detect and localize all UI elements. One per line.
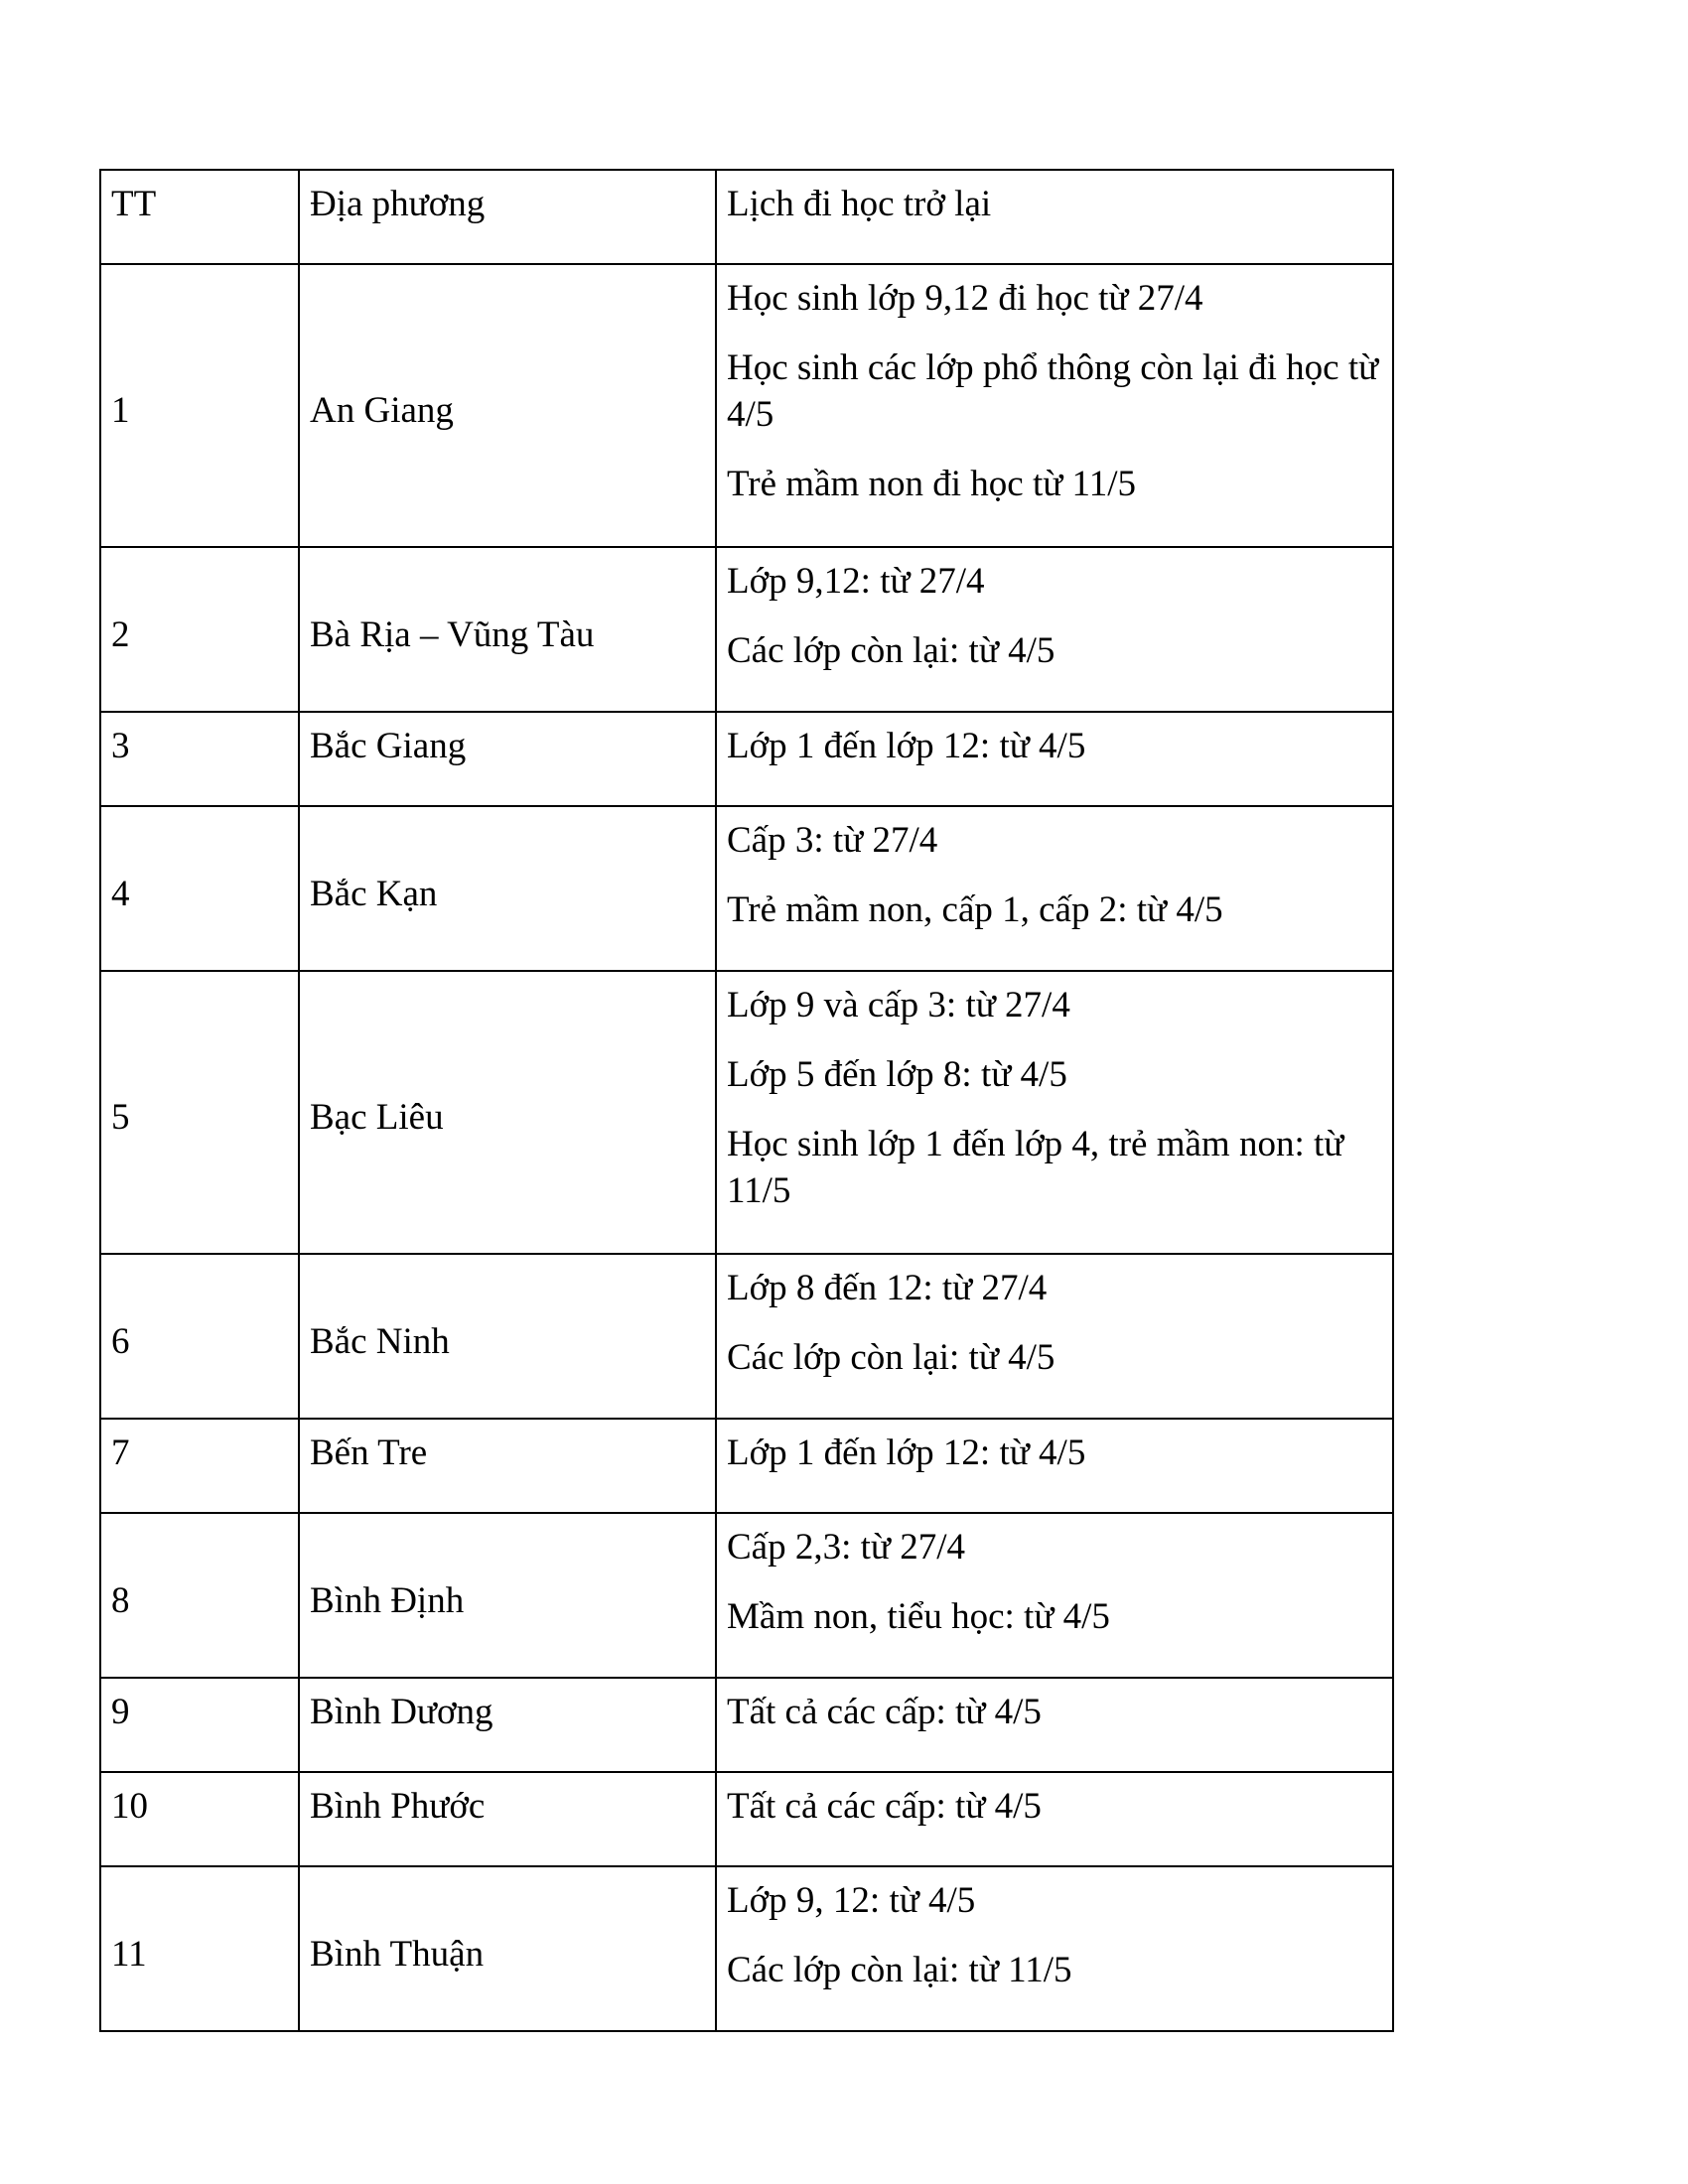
table-row (100, 712, 1393, 806)
schedule-line: Tất cả các cấp: từ 4/5 (727, 1786, 1042, 1827)
schedule-line: Lớp 1 đến lớp 12: từ 4/5 (727, 726, 1086, 766)
row-number: 8 (100, 1513, 299, 1678)
table-row (100, 1772, 1393, 1866)
row-number: 7 (100, 1419, 299, 1513)
row-number: 2 (100, 547, 299, 712)
schedule-line: Các lớp còn lại: từ 4/5 (727, 1337, 1055, 1378)
table-row (100, 264, 1393, 547)
row-number: 1 (100, 264, 299, 547)
schedule-line: Lớp 8 đến 12: từ 27/4 (727, 1268, 1048, 1308)
table-row (100, 547, 1393, 712)
schedule-line: Học sinh lớp 1 đến lớp 4, trẻ mầm non: từ 11/5 (727, 1124, 1344, 1211)
row-place: Bà Rịa – Vũng Tàu (299, 547, 716, 712)
reopening-schedule-table (99, 169, 1394, 2032)
row-schedule (716, 264, 1393, 547)
row-place: Bắc Kạn (299, 806, 716, 971)
table-row (100, 971, 1393, 1254)
row-schedule (716, 1678, 1393, 1772)
schedule-line: Mầm non, tiểu học: từ 4/5 (727, 1596, 1110, 1637)
row-number: 4 (100, 806, 299, 971)
row-schedule (716, 806, 1393, 971)
schedule-line: Tất cả các cấp: từ 4/5 (727, 1692, 1042, 1732)
row-number: 6 (100, 1254, 299, 1419)
schedule-line: Cấp 3: từ 27/4 (727, 820, 938, 861)
row-place: Bến Tre (299, 1419, 716, 1513)
schedule-line: Cấp 2,3: từ 27/4 (727, 1527, 965, 1568)
header-place: Địa phương (299, 170, 716, 264)
row-schedule (716, 547, 1393, 712)
row-schedule (716, 1419, 1393, 1513)
row-place: Bình Phước (299, 1772, 716, 1866)
table-row (100, 1513, 1393, 1678)
row-schedule (716, 971, 1393, 1254)
table-row (100, 1254, 1393, 1419)
row-number: 9 (100, 1678, 299, 1772)
schedule-line: Lớp 5 đến lớp 8: từ 4/5 (727, 1054, 1067, 1095)
schedule-line: Trẻ mầm non đi học từ 11/5 (727, 464, 1136, 504)
row-schedule (716, 1772, 1393, 1866)
header-schedule: Lịch đi học trở lại (716, 170, 1393, 264)
row-number: 5 (100, 971, 299, 1254)
row-schedule (716, 712, 1393, 806)
schedule-line: Lớp 9, 12: từ 4/5 (727, 1880, 976, 1921)
row-place: Bình Thuận (299, 1866, 716, 2031)
row-number: 10 (100, 1772, 299, 1866)
row-number: 3 (100, 712, 299, 806)
row-schedule (716, 1254, 1393, 1419)
table-row (100, 1866, 1393, 2031)
row-place: An Giang (299, 264, 716, 547)
row-place: Bạc Liêu (299, 971, 716, 1254)
row-place: Bắc Ninh (299, 1254, 716, 1419)
schedule-line: Các lớp còn lại: từ 11/5 (727, 1950, 1072, 1990)
table-header-row (100, 170, 1393, 264)
row-place: Bắc Giang (299, 712, 716, 806)
schedule-line: Trẻ mầm non, cấp 1, cấp 2: từ 4/5 (727, 889, 1223, 930)
row-number: 11 (100, 1866, 299, 2031)
row-place: Bình Định (299, 1513, 716, 1678)
header-tt: TT (100, 170, 299, 264)
schedule-line: Học sinh lớp 9,12 đi học từ 27/4 (727, 278, 1203, 319)
row-schedule (716, 1866, 1393, 2031)
row-place: Bình Dương (299, 1678, 716, 1772)
schedule-line: Lớp 9,12: từ 27/4 (727, 561, 985, 602)
schedule-line: Lớp 1 đến lớp 12: từ 4/5 (727, 1433, 1086, 1473)
schedule-line: Lớp 9 và cấp 3: từ 27/4 (727, 985, 1070, 1025)
schedule-line: Các lớp còn lại: từ 4/5 (727, 630, 1055, 671)
table-row (100, 1419, 1393, 1513)
table-row (100, 806, 1393, 971)
table-row (100, 1678, 1393, 1772)
schedule-line: Học sinh các lớp phổ thông còn lại đi học từ 4/5 (727, 347, 1379, 435)
row-schedule (716, 1513, 1393, 1678)
